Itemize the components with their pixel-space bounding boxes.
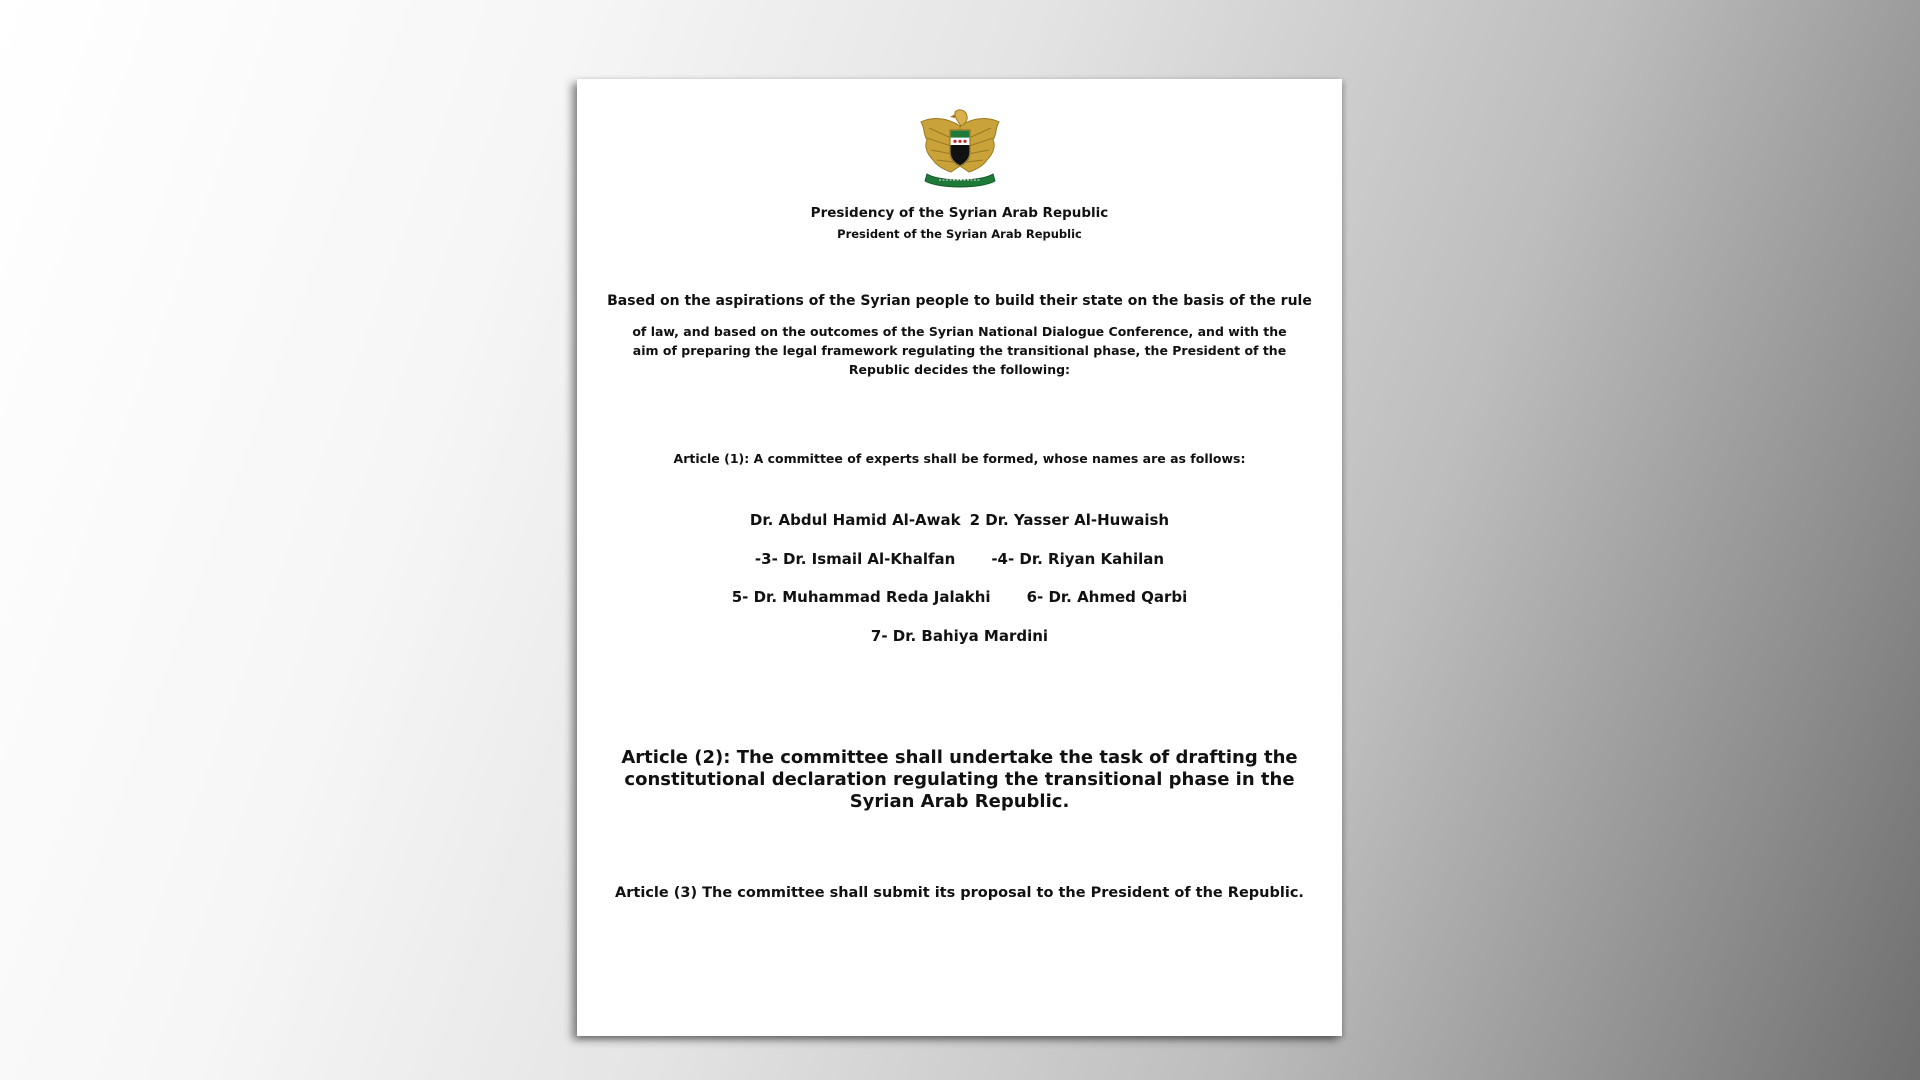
- document-page: [577, 79, 1342, 1036]
- member-name: -3- Dr. Ismail Al-Khalfan: [754, 550, 956, 568]
- member-name: Dr. Abdul Hamid Al-Awak: [749, 511, 961, 529]
- header-title: Presidency of the Syrian Arab Republic: [810, 205, 1109, 221]
- member-row: [577, 550, 1342, 568]
- member-name: 6- Dr. Ahmed Qarbi: [1026, 588, 1188, 606]
- member-row: [577, 627, 1342, 645]
- article-1: Article (1): A committee of experts shall be formed, whose names are as follows:: [673, 451, 1246, 466]
- article-3: Article (3) The committee shall submit its proposal to the President of the Republic.: [615, 885, 1304, 901]
- article-2: Article (2): The committee shall undertake the task of drafting the constitutional declaration regulating the transitional phase in the Syrian Arab Republic.: [621, 747, 1298, 812]
- intro-first-line: Based on the aspirations of the Syrian people to build their state on the basis of the rule: [607, 293, 1312, 309]
- member-name: 7- Dr. Bahiya Mardini: [870, 627, 1049, 645]
- member-row: [577, 588, 1342, 606]
- member-row: [577, 511, 1342, 529]
- member-name: 2 Dr. Yasser Al-Huwaish: [969, 511, 1170, 529]
- syrian-eagle-emblem-icon: [915, 108, 1005, 192]
- intro-paragraph: of law, and based on the outcomes of the Syrian National Dialogue Conference, and with the aim of preparing the legal framework regulating the transitional phase, the President of the Republic decides the following:: [632, 324, 1287, 377]
- member-name: 5- Dr. Muhammad Reda Jalakhi: [731, 588, 991, 606]
- member-name: -4- Dr. Riyan Kahilan: [991, 550, 1165, 568]
- header-subtitle: President of the Syrian Arab Republic: [837, 227, 1082, 241]
